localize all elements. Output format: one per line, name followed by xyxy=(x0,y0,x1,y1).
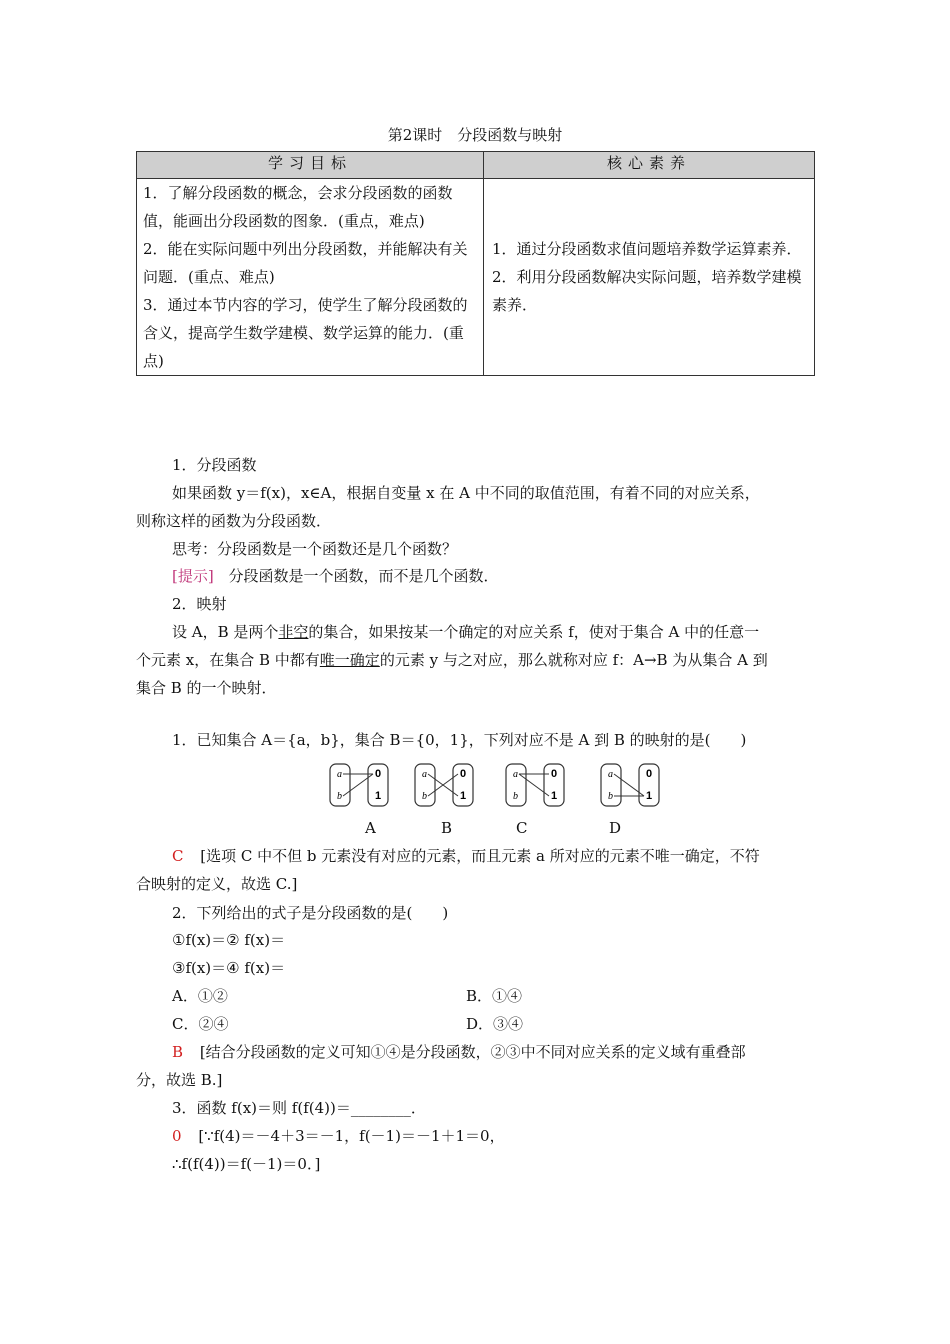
element-1: 1 xyxy=(460,790,467,802)
element-1: 1 xyxy=(375,790,382,802)
table-head-literacy: 核心素养 xyxy=(484,152,815,179)
underlined-term: 唯一确定 xyxy=(319,651,380,669)
section-heading-mapping: 2．映射 xyxy=(172,595,227,613)
mapping-definition: 集合 B 的一个映射． xyxy=(136,679,277,697)
text-fragment: 个元素 x，在集合 B 中都有 xyxy=(136,651,320,669)
element-a: a xyxy=(422,769,427,780)
mapping-definition xyxy=(172,622,759,642)
literacy-item: 1．通过分段函数求值问题培养数学运算素养． xyxy=(492,240,802,258)
element-0: 0 xyxy=(460,768,467,780)
element-0: 0 xyxy=(551,768,558,780)
answer-line xyxy=(172,846,760,866)
answer-line xyxy=(172,1126,505,1146)
goal-item: 1．了解分段函数的概念，会求分段函数的函数值，能画出分段函数的图象．(重点，难点) xyxy=(143,184,453,230)
answer-letter: B xyxy=(172,1043,184,1061)
mapping-diagram-c xyxy=(505,762,565,808)
answer-letter: C xyxy=(172,847,184,865)
element-b: b xyxy=(337,791,342,802)
text-fragment: 设 A，B 是两个 xyxy=(172,623,279,641)
answer-value: 0 xyxy=(172,1127,182,1145)
option-a: A．①② xyxy=(172,987,228,1005)
mapping-diagram-d xyxy=(600,762,660,808)
element-a: a xyxy=(337,769,342,780)
formula-line: ③f(x)＝④ f(x)＝ xyxy=(172,959,286,977)
mapping-diagram-b xyxy=(414,762,474,808)
objectives-table xyxy=(136,151,815,376)
element-b: b xyxy=(422,791,427,802)
underlined-term: 非空 xyxy=(278,623,309,641)
element-a: a xyxy=(608,769,613,780)
element-b: b xyxy=(608,791,613,802)
option-label-b: B xyxy=(441,819,453,837)
hint-tag: [提示] xyxy=(172,567,214,585)
think-question: 思考：分段函数是一个函数还是几个函数？ xyxy=(172,540,458,558)
explanation-text: [结合分段函数的定义可知①④是分段函数，②③中不同对应关系的定义域有重叠部 xyxy=(199,1043,746,1061)
question-1-stem: 1．已知集合 A＝{a，b}，集合 B＝{0，1}，下列对应不是 A 到 B 的映射的是( ) xyxy=(172,731,747,749)
question-2-stem: 2．下列给出的式子是分段函数的是( ) xyxy=(172,904,449,922)
explanation-text: [∵f(4)＝－4＋3＝－1，f(－1)＝－1＋1＝0， xyxy=(198,1127,505,1145)
definition-text: 则称这样的函数为分段函数． xyxy=(136,512,332,530)
page-title: 第2课时 分段函数与映射 xyxy=(387,126,563,144)
option-b: B．①④ xyxy=(466,987,523,1005)
question-3-stem: 3．函数 f(x)＝则 f(f(4))＝________． xyxy=(172,1099,426,1117)
element-a: a xyxy=(513,769,518,780)
element-0: 0 xyxy=(375,768,382,780)
formula-line: ①f(x)＝② f(x)＝ xyxy=(172,931,286,949)
goal-item: 2．能在实际问题中列出分段函数，并能解决有关问题．(重点、难点) xyxy=(143,240,468,286)
literacy-cell xyxy=(484,179,815,376)
mapping-diagram-a xyxy=(329,762,389,808)
element-b: b xyxy=(513,791,518,802)
definition-text: 如果函数 y＝f(x)，x∈A，根据自变量 x 在 A 中不同的取值范围，有着不同的对应关系， xyxy=(172,484,760,502)
option-label-d: D xyxy=(609,819,622,837)
explanation-text: 合映射的定义，故选 C.] xyxy=(136,875,298,893)
explanation-text: [选项 C 中不但 b 元素没有对应的元素，而且元素 a 所对应的元素不唯一确定，不符 xyxy=(200,847,760,865)
explanation-text: ∴f(f(4))＝f(－1)＝0．] xyxy=(172,1155,321,1173)
section-heading-piecewise: 1．分段函数 xyxy=(172,456,257,474)
element-0: 0 xyxy=(646,768,653,780)
hint-line xyxy=(172,566,499,586)
goal-item: 3．通过本节内容的学习，使学生了解分段函数的含义，提高学生数学建模、数学运算的能力．(重点) xyxy=(143,296,468,370)
table-head-goals: 学习目标 xyxy=(137,152,484,179)
element-1: 1 xyxy=(646,790,653,802)
option-c: C．②④ xyxy=(172,1015,229,1033)
option-label-c: C xyxy=(516,819,528,837)
option-d: D．③④ xyxy=(466,1015,524,1033)
text-fragment: 的集合，如果按某一个确定的对应关系 f，使对于集合 A 中的任意一 xyxy=(308,623,760,641)
element-1: 1 xyxy=(551,790,558,802)
mapping-definition xyxy=(136,650,768,670)
text-fragment: 的元素 y 与之对应，那么就称对应 f：A→B 为从集合 A 到 xyxy=(379,651,768,669)
literacy-item: 2．利用分段函数解决实际问题，培养数学建模素养． xyxy=(492,268,802,314)
hint-text: 分段函数是一个函数，而不是几个函数． xyxy=(228,567,499,585)
goals-cell xyxy=(137,179,484,376)
answer-line xyxy=(172,1042,746,1062)
explanation-text: 分，故选 B.] xyxy=(136,1071,223,1089)
option-label-a: A xyxy=(365,819,376,837)
